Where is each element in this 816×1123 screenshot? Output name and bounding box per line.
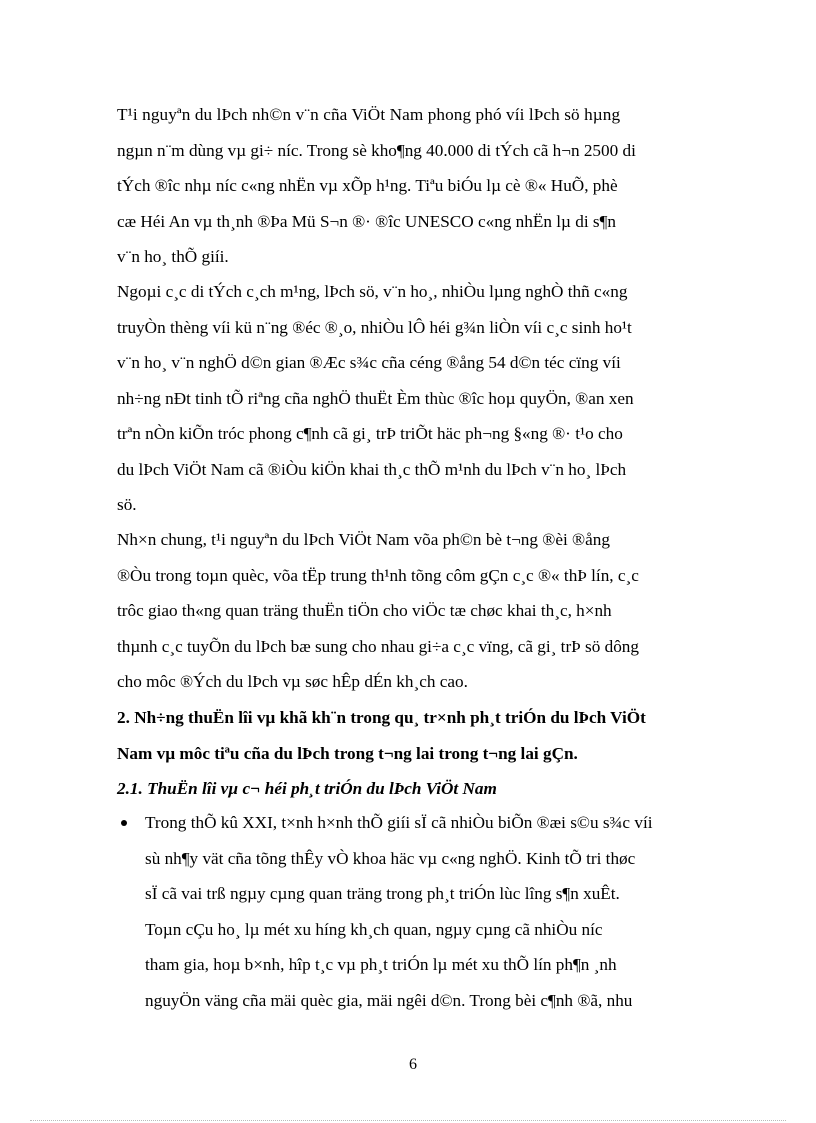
- text-line: du lÞch ViÖt Nam cã ®iÒu kiÖn khai th¸c thÕ m¹nh du lÞch v¨n ho¸ lÞch: [117, 459, 627, 479]
- text-line: trªn nÒn kiÕn tróc phong c¶nh cã gi¸ trÞ triÕt häc ph¬ng §«ng ®· t¹o cho: [117, 424, 623, 443]
- text-line: tham gia, hoµ b×nh, hîp t¸c vµ ph¸t triÓn lµ mét xu thÕ lín ph¶n ¸nh: [145, 955, 617, 974]
- text-line: cæ Héi An vµ th¸nh ®Þa Mü S¬n ®· ®îc UNESCO c«ng nhËn lµ di s¶n: [117, 211, 616, 231]
- text-line: nh÷ng nÐt tinh tÕ riªng cña nghÖ thuËt Èm thùc ®îc hoµ quyÖn, ®an xen: [117, 388, 634, 408]
- text-line: Ngoµi c¸c di tÝch c¸ch m¹ng, lÞch sö, v¨n ho¸, nhiÒu lµng nghÒ thñ c«ng: [117, 282, 628, 301]
- text-line: sÏ cã vai trß ngµy cµng quan träng trong ph¸t triÓn lùc lîng s¶n xuÊt.: [145, 884, 620, 903]
- section-heading-2-1: 2.1. ThuËn lîi vµ c¬ héi ph¸t triÓn du lÞch ViÖt Nam: [117, 779, 497, 798]
- text-line: ®Òu trong toµn quèc, võa tËp trung th¹nh tõng côm gÇn c¸c ®« thÞ lín, c¸c: [117, 565, 639, 585]
- section-heading-2: [117, 700, 702, 771]
- paragraph-cultural-heritage: [117, 274, 702, 523]
- paragraph-overview: [117, 522, 702, 700]
- footer-divider: [30, 1120, 786, 1121]
- text-line: sù nh¶y vät cña tõng thÊy vÒ khoa häc vµ c«ng nghÖ. Kinh tÕ tri thøc: [145, 848, 636, 868]
- text-line: truyÒn thèng víi kü n¨ng ®éc ®¸o, nhiÒu lÔ héi g¾n liÒn víi c¸c sinh ho¹t: [117, 317, 632, 337]
- text-line: v¨n ho¸ thÕ giíi.: [117, 247, 229, 266]
- text-line: Trong thÕ kû XXI, t×nh h×nh thÕ giíi sÏ cã nhiÒu biÕn ®æi s©u s¾c víi: [145, 813, 653, 832]
- text-line: Toµn cÇu ho¸ lµ mét xu híng kh¸ch quan, ngµy cµng cã nhiÒu níc: [145, 919, 603, 939]
- text-line: Nh×n chung, t¹i nguyªn du lÞch ViÖt Nam võa ph©n bè t¬ng ®èi ®ång: [117, 530, 610, 549]
- paragraph-tourism-resources: [117, 97, 702, 275]
- text-line: nguyÖn väng cña mäi quèc gia, mäi ngêi d©n. Trong bèi c¶nh ®ã, nhu: [145, 990, 633, 1010]
- page-number: 6: [409, 1056, 417, 1073]
- heading-line: 2. Nh÷ng thuËn lîi vµ khã kh¨n trong qu¸ tr×nh ph¸t triÓn du lÞch ViÖt: [117, 708, 646, 727]
- text-line: sö.: [117, 495, 137, 514]
- text-line: tÝch ®îc nhµ níc c«ng nhËn vµ xÕp h¹ng. Tiªu biÓu lµ cè ®« HuÕ, phè: [117, 176, 618, 195]
- text-line: v¨n ho¸ v¨n nghÖ d©n gian ®Æc s¾c cña céng ®ång 54 d©n téc cïng víi: [117, 353, 621, 372]
- text-line: T¹i nguyªn du lÞch nh©n v¨n cña ViÖt Nam phong phó víi lÞch sö hµng: [117, 105, 621, 124]
- heading-line: Nam vµ môc tiªu cña du lÞch trong t¬ng lai trong t¬ng lai gÇn.: [117, 743, 578, 763]
- text-line: ngµn n¨m dùng vµ gi÷ níc. Trong sè kho¶ng 40.000 di tÝch cã h¬n 2500 di: [117, 140, 636, 160]
- bullet-icon: [121, 820, 127, 826]
- text-line: thµnh c¸c tuyÕn du lÞch bæ sung cho nhau gi÷a c¸c vïng, cã gi¸ trÞ sö dông: [117, 636, 639, 656]
- bullet-text: [145, 805, 702, 1018]
- text-line: cho môc ®Ých du lÞch vµ søc hÊp dÉn kh¸ch cao.: [117, 672, 468, 691]
- text-line: trôc giao th«ng quan träng thuËn tiÖn cho viÖc tæ chøc khai th¸c, h×nh: [117, 601, 612, 620]
